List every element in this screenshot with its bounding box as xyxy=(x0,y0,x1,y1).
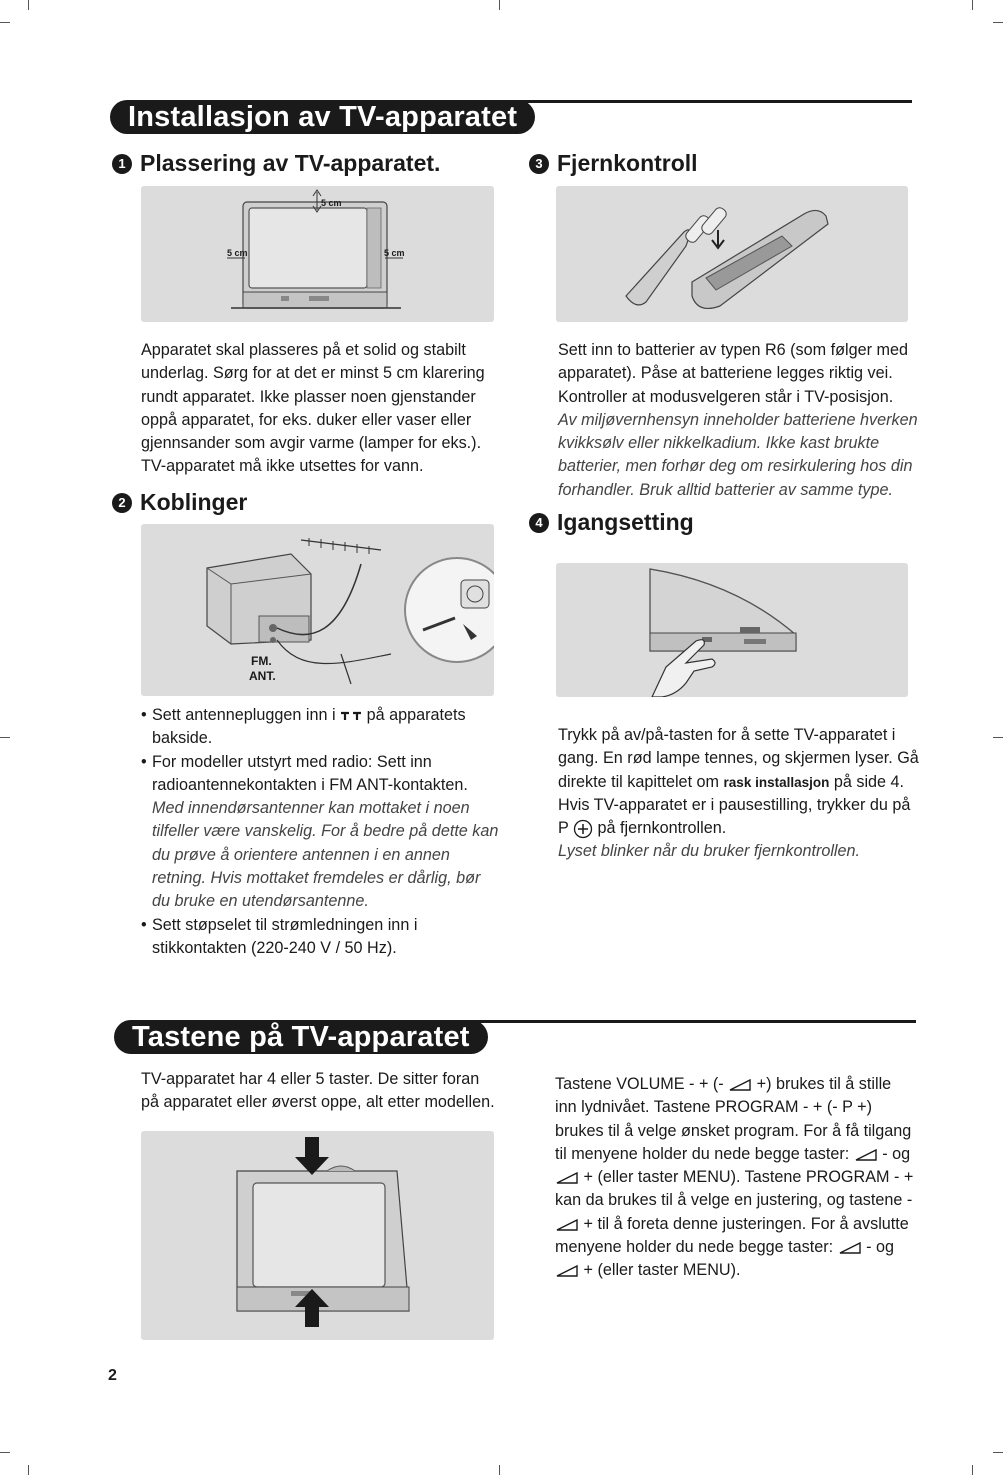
crop-mark xyxy=(499,0,500,10)
remote-heading-text: Fjernkontroll xyxy=(557,150,698,176)
crop-mark xyxy=(993,1452,1003,1453)
remote-heading xyxy=(529,150,698,177)
keys-text-6: - og xyxy=(866,1238,894,1257)
keys-illustration xyxy=(141,1131,494,1340)
step-number-3: 3 xyxy=(529,154,549,174)
crop-mark xyxy=(28,1465,29,1475)
remote-body xyxy=(558,339,920,502)
clearance-right-label: 5 cm xyxy=(384,248,405,258)
keys-text-3: - og xyxy=(882,1144,911,1163)
keys-body xyxy=(555,1073,917,1283)
page-number: 2 xyxy=(108,1367,117,1384)
crop-mark xyxy=(972,0,973,10)
antenna-instruction-pre: Sett antennepluggen inn i xyxy=(152,706,336,724)
connections-illustration xyxy=(141,524,494,696)
volume-wedge-icon xyxy=(555,1265,579,1277)
crop-mark xyxy=(993,22,1003,23)
section-title: Tastene på TV-apparatet xyxy=(114,1020,488,1054)
list-item xyxy=(141,704,499,751)
keys-intro xyxy=(141,1068,501,1115)
power-instruction: Sett støpselet til strømledningen inn i stikkontakten (220-240 V / 50 Hz). xyxy=(152,915,418,957)
crop-mark xyxy=(28,0,29,10)
clearance-top-label: 5 cm xyxy=(321,198,342,208)
keys-text-2: +) brukes til å stille inn lydnivået. Tastene PROGRAM - + (- P +) brukes til å velge ønsket program. For å få tilgang til menyene holder du nede begge taster: xyxy=(555,1075,912,1163)
volume-wedge-icon xyxy=(854,1149,878,1161)
connections-heading xyxy=(112,489,247,516)
fm-ant-label-1: FM. xyxy=(251,654,272,668)
startup-illustration xyxy=(556,563,908,697)
startup-text-b: på side 4. Hvis TV-apparatet er i pausestilling, trykker du på P xyxy=(558,772,911,838)
indoor-antenna-note: Med innendørsantenner kan mottaket i noen tilfeller være vanskelig. For å bedre på dette kan du prøve å orientere antennen i en annen retning. Hvis mottaket fremdeles er dårlig, bør du bruke en utendørsantenne. xyxy=(152,799,499,911)
crop-mark xyxy=(972,1465,973,1475)
list-item xyxy=(141,751,499,914)
volume-wedge-icon xyxy=(555,1172,579,1184)
keys-text-5: + til å foreta denne justeringen. For å avslutte menyene holder du nede begge taster: xyxy=(555,1214,909,1257)
antenna-socket-icon xyxy=(340,711,362,721)
crop-mark xyxy=(499,1465,500,1475)
mode-selector-instruction: Kontroller at modusvelgeren står i TV-posisjon. xyxy=(558,387,894,406)
keys-text-7: + (eller taster MENU). xyxy=(583,1261,741,1280)
step-number-4: 4 xyxy=(529,513,549,533)
plus-circle-icon xyxy=(573,819,593,839)
quick-install-term: rask installasjon xyxy=(723,774,830,790)
environment-note: Av miljøvernhensyn inneholder batteriene hverken kvikksølv eller nikkelkadium. Ikke kast brukte batterier, men forhør deg om resirkulering hos din forhandler. Bruk alltid batterier av samme type. xyxy=(558,410,918,499)
connections-body xyxy=(141,704,499,960)
crop-mark xyxy=(0,22,10,23)
startup-text-a: Trykk på av/på-tasten for å sette TV-apparatet i gang. En rød lampe tennes, og skjermen lyser. Gå direkte til kapittelet om xyxy=(558,726,919,791)
crop-mark xyxy=(993,737,1003,738)
connections-heading-text: Koblinger xyxy=(140,489,248,515)
keys-text-4: + (eller taster MENU). Tastene PROGRAM - + kan da brukes til å velge en justering, og tastene - xyxy=(555,1168,914,1210)
blink-note: Lyset blinker når du bruker fjernkontrollen. xyxy=(558,842,861,861)
crop-mark xyxy=(0,1452,10,1453)
startup-text-c: på fjernkontrollen. xyxy=(597,819,727,838)
volume-wedge-icon xyxy=(838,1242,862,1254)
step-number-2: 2 xyxy=(112,493,132,513)
section-title: Installasjon av TV-apparatet xyxy=(110,100,535,134)
list-item xyxy=(141,914,499,961)
placement-heading xyxy=(112,150,440,177)
antenna-instruction-post: på apparatets bakside. xyxy=(152,706,466,748)
startup-heading xyxy=(529,509,694,536)
startup-heading-text: Igangsetting xyxy=(557,509,694,535)
remote-illustration xyxy=(556,186,908,322)
crop-mark xyxy=(0,737,10,738)
placement-body-text: Apparatet skal plasseres på et solid og stabilt underlag. Sørg for at det er minst 5 cm klarering rundt apparatet. Ikke plasser noen gjenstander oppå apparatet, for eks. duker eller vaser eller gjennsander som avgir varme (lamper for eks.). TV-apparatet må ikke utsettes for vann. xyxy=(141,341,485,476)
placement-illustration xyxy=(141,186,494,322)
volume-wedge-icon xyxy=(728,1079,752,1091)
keys-intro-text: TV-apparatet har 4 eller 5 taster. De sitter foran på apparatet eller øverst oppe, alt etter modellen. xyxy=(141,1070,495,1112)
placement-heading-text: Plassering av TV-apparatet. xyxy=(140,150,441,176)
step-number-1: 1 xyxy=(112,154,132,174)
placement-body xyxy=(141,339,497,479)
keys-text-1: Tastene VOLUME - + (- xyxy=(555,1075,724,1093)
clearance-left-label: 5 cm xyxy=(227,248,248,258)
volume-wedge-icon xyxy=(555,1219,579,1231)
fm-ant-label-2: ANT. xyxy=(249,669,276,683)
battery-instruction: Sett inn to batterier av typen R6 (som følger med apparatet). Påse at batteriene legges riktig vei. xyxy=(558,341,908,383)
startup-body xyxy=(558,724,920,864)
radio-instruction: For modeller utstyrt med radio: Sett inn radioantennekontakten i FM ANT-kontakten. xyxy=(152,752,468,794)
